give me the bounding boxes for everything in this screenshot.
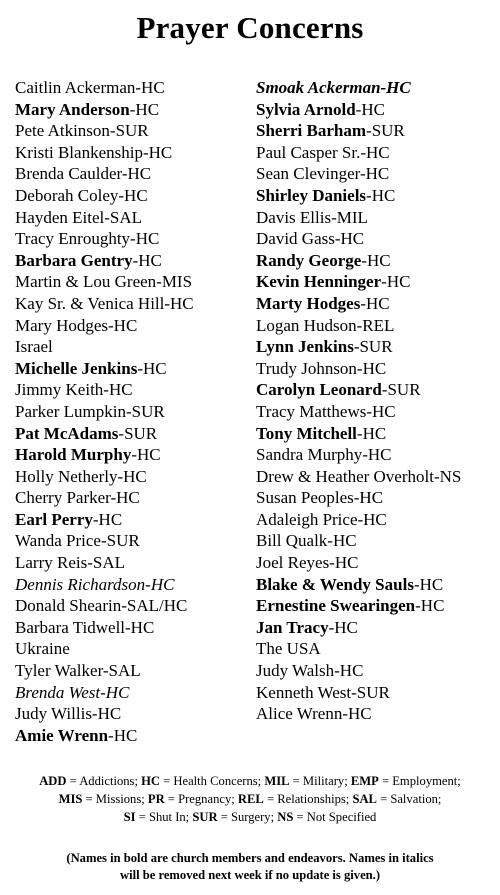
prayer-name-text: Tracy Enroughty-HC	[15, 229, 160, 249]
prayer-name-text: Larry Reis-SAL	[15, 553, 126, 573]
prayer-list-item	[15, 379, 194, 401]
prayer-list-item	[15, 99, 194, 121]
prayer-list-item	[256, 552, 461, 574]
legend-abbreviation: HC	[141, 774, 160, 788]
prayer-list-item	[15, 660, 194, 682]
prayer-name-text: Tony Mitchell	[256, 423, 357, 443]
legend-abbreviation: REL	[237, 792, 264, 806]
prayer-list-item	[15, 423, 194, 445]
prayer-name-text: Kenneth West-SUR	[256, 682, 390, 702]
prayer-category-text: -HC	[132, 250, 162, 270]
legend-definition: = Not Specified	[293, 810, 377, 824]
prayer-list-item	[15, 466, 194, 488]
prayer-name-text: Martin & Lou Green-MIS	[15, 272, 193, 292]
legend-abbreviation: SI	[123, 810, 136, 824]
legend-line	[0, 772, 500, 790]
prayer-list-item	[256, 228, 461, 250]
legend-definition: = Salvation;	[376, 792, 442, 806]
prayer-name-text: Adaleigh Price-HC	[256, 509, 387, 529]
prayer-list-item	[15, 638, 194, 660]
prayer-name-text: Sherri Barham	[256, 121, 367, 141]
prayer-name-text: Deborah Coley-HC	[15, 185, 148, 205]
prayer-category-text: -HC	[415, 596, 445, 616]
prayer-list-item	[256, 185, 461, 207]
prayer-list-item	[15, 509, 194, 531]
prayer-category-text: -HC	[361, 250, 391, 270]
prayer-name-text: Israel	[15, 337, 53, 357]
prayer-list-item	[15, 163, 194, 185]
prayer-category-text: -SUR	[353, 337, 393, 357]
prayer-list-item	[15, 142, 194, 164]
prayer-list-item	[256, 509, 461, 531]
abbreviation-legend	[0, 772, 500, 826]
prayer-list-item	[256, 315, 461, 337]
prayer-name-text: Sean Clevinger-HC	[256, 164, 390, 184]
legend-definition: = Relationships;	[263, 792, 353, 806]
prayer-list-item	[256, 120, 461, 142]
prayer-list-right-column	[256, 77, 461, 725]
footnote	[0, 850, 500, 884]
prayer-list-item	[256, 466, 461, 488]
prayer-name-text: Sandra Murphy-HC	[256, 445, 392, 465]
prayer-name-text: Caitlin Ackerman-HC	[15, 78, 165, 97]
prayer-name-text: Randy George	[256, 250, 362, 270]
prayer-list-item	[15, 185, 194, 207]
prayer-name-text: Marty Hodges	[256, 293, 361, 313]
legend-definition: = Pregnancy;	[164, 792, 238, 806]
prayer-name-text: Hayden Eitel-SAL	[15, 207, 142, 227]
legend-definition: = Missions;	[82, 792, 148, 806]
prayer-list-item	[15, 315, 194, 337]
prayer-list-item	[256, 271, 461, 293]
prayer-name-text: Ukraine	[15, 639, 70, 659]
prayer-category-text: -HC	[355, 99, 385, 119]
prayer-name-text: Earl Perry	[15, 509, 93, 529]
legend-abbreviation: NS	[277, 810, 294, 824]
prayer-list-item	[15, 574, 194, 596]
prayer-name-text: Lynn Jenkins	[256, 337, 354, 357]
prayer-name-text: Cherry Parker-HC	[15, 488, 140, 508]
prayer-name-text: Shirley Daniels	[256, 185, 367, 205]
page-title: Prayer Concerns	[136, 10, 364, 45]
prayer-name-text: Drew & Heather Overholt-NS	[256, 466, 462, 486]
prayer-name-text: Dennis Richardson-HC	[15, 574, 175, 594]
prayer-name-text: Amie Wrenn	[15, 725, 109, 745]
prayer-list-item	[15, 725, 194, 747]
prayer-category-text: -SUR	[381, 380, 421, 400]
legend-line	[0, 790, 500, 808]
prayer-category-text: -HC	[328, 617, 358, 637]
prayer-list-item	[256, 401, 461, 423]
prayer-category-text: -SUR	[118, 423, 158, 443]
prayer-name-text: Judy Willis-HC	[15, 704, 122, 724]
prayer-list-item	[15, 228, 194, 250]
prayer-list-item	[256, 142, 461, 164]
prayer-name-text: Jimmy Keith-HC	[15, 380, 133, 400]
prayer-list-item	[15, 293, 194, 315]
prayer-list-item	[15, 250, 194, 272]
prayer-list-item	[15, 401, 194, 423]
legend-abbreviation: MIS	[58, 792, 83, 806]
prayer-name-text: Bill Qualk-HC	[256, 531, 357, 551]
prayer-list-item	[256, 530, 461, 552]
legend-abbreviation: PR	[147, 792, 165, 806]
prayer-list-item	[15, 120, 194, 142]
prayer-list-item	[15, 487, 194, 509]
prayer-category-text: -HC	[129, 99, 160, 119]
prayer-name-text: Logan Hudson-REL	[256, 315, 395, 335]
prayer-category-text: -HC	[413, 574, 444, 594]
prayer-name-text: Blake & Wendy Sauls	[256, 574, 414, 594]
prayer-name-text: Brenda Caulder-HC	[15, 164, 152, 184]
prayer-category-text: -HC	[366, 185, 396, 205]
prayer-list-item	[256, 336, 461, 358]
prayer-list-item	[15, 682, 194, 704]
prayer-list-item	[15, 444, 194, 466]
prayer-list-item	[256, 574, 461, 596]
legend-definition: = Surgery;	[217, 810, 278, 824]
prayer-list-item	[256, 682, 461, 704]
prayer-name-text: Michelle Jenkins	[15, 358, 138, 378]
prayer-name-text: Kay Sr. & Venica Hill-HC	[15, 293, 194, 313]
prayer-category-text: -HC	[108, 725, 138, 745]
footnote-line: (Names in bold are church members and endeavors. Names in italics	[66, 851, 434, 865]
legend-abbreviation: SAL	[352, 792, 377, 806]
prayer-name-text: Barbara Tidwell-HC	[15, 617, 155, 637]
prayer-name-text: Sylvia Arnold	[256, 99, 356, 119]
prayer-list-item	[15, 552, 194, 574]
prayer-name-text: Judy Walsh-HC	[256, 661, 364, 681]
prayer-list-item	[256, 444, 461, 466]
prayer-list-item	[256, 638, 461, 660]
prayer-list-item	[256, 77, 461, 99]
prayer-list-item	[256, 617, 461, 639]
legend-abbreviation: MIL	[264, 774, 290, 788]
prayer-name-text: Paul Casper Sr.-HC	[256, 142, 390, 162]
legend-line	[0, 808, 500, 826]
prayer-list-item	[256, 595, 461, 617]
prayer-category-text: -HC	[356, 423, 387, 443]
legend-abbreviation: ADD	[39, 774, 67, 788]
legend-abbreviation: EMP	[350, 774, 379, 788]
prayer-list-item	[15, 703, 194, 725]
prayer-list-item	[256, 99, 461, 121]
prayer-list-item	[15, 358, 194, 380]
prayer-name-text: Barbara Gentry	[15, 250, 133, 270]
prayer-list-item	[256, 660, 461, 682]
prayer-name-text: Pat McAdams	[15, 423, 119, 443]
prayer-name-text: Kevin Henninger	[256, 272, 382, 292]
prayer-name-text: Susan Peoples-HC	[256, 488, 384, 508]
prayer-list-item	[15, 617, 194, 639]
prayer-name-text: Ernestine Swearingen	[256, 596, 416, 616]
prayer-list-item	[15, 595, 194, 617]
prayer-name-text: Pete Atkinson-SUR	[15, 121, 149, 141]
prayer-list-item	[15, 271, 194, 293]
legend-definition: = Military;	[289, 774, 351, 788]
prayer-name-text: Trudy Johnson-HC	[256, 358, 387, 378]
prayer-category-text: -SUR	[366, 121, 405, 141]
prayer-name-text: Wanda Price-SUR	[15, 531, 140, 551]
prayer-name-text: Alice Wrenn-HC	[256, 704, 372, 724]
prayer-name-text: Mary Anderson	[15, 99, 130, 119]
prayer-list-item	[256, 293, 461, 315]
prayer-name-text: Kristi Blankenship-HC	[15, 142, 173, 162]
prayer-list-item	[15, 336, 194, 358]
prayer-category-text: -HC	[381, 272, 411, 292]
legend-definition: = Shut In;	[135, 810, 193, 824]
prayer-name-text: Holly Netherly-HC	[15, 466, 147, 486]
prayer-name-text: Parker Lumpkin-SUR	[15, 401, 165, 421]
prayer-list-item	[15, 530, 194, 552]
prayer-name-text: Donald Shearin-SAL/HC	[15, 596, 188, 616]
prayer-list-left-column	[15, 77, 194, 746]
prayer-name-text: Brenda West-HC	[15, 682, 130, 702]
prayer-name-text: Tyler Walker-SAL	[15, 661, 141, 681]
prayer-name-text: Carolyn Leonard	[256, 380, 382, 400]
prayer-category-text: -HC	[360, 293, 390, 313]
prayer-list-item	[256, 358, 461, 380]
legend-definition: = Health Concerns;	[160, 774, 265, 788]
legend-abbreviation: SUR	[192, 810, 218, 824]
prayer-list-item	[256, 487, 461, 509]
prayer-category-text: -HC	[92, 509, 123, 529]
prayer-name-text: Tracy Matthews-HC	[256, 401, 396, 421]
prayer-name-text: Joel Reyes-HC	[256, 553, 359, 573]
prayer-list-item	[256, 703, 461, 725]
prayer-name-text: The USA	[256, 639, 321, 659]
prayer-name-text: Smoak Ackerman-HC	[256, 78, 411, 97]
prayer-category-text: -HC	[137, 358, 167, 378]
footnote-line: will be removed next week if no update is given.)	[119, 868, 381, 882]
prayer-list-item	[15, 77, 194, 99]
prayer-list-item	[256, 207, 461, 229]
prayer-list-item	[256, 423, 461, 445]
prayer-list-item	[256, 163, 461, 185]
prayer-category-text: -HC	[131, 445, 161, 465]
prayer-name-text: Davis Ellis-MIL	[256, 207, 368, 227]
prayer-name-text: Harold Murphy	[15, 445, 132, 465]
legend-definition: = Employment;	[378, 774, 461, 788]
prayer-name-text: Jan Tracy	[256, 617, 329, 637]
prayer-list-item	[15, 207, 194, 229]
legend-definition: = Addictions;	[66, 774, 142, 788]
prayer-list-item	[256, 379, 461, 401]
prayer-list-item	[256, 250, 461, 272]
prayer-name-text: Mary Hodges-HC	[15, 315, 138, 335]
prayer-name-text: David Gass-HC	[256, 229, 365, 249]
